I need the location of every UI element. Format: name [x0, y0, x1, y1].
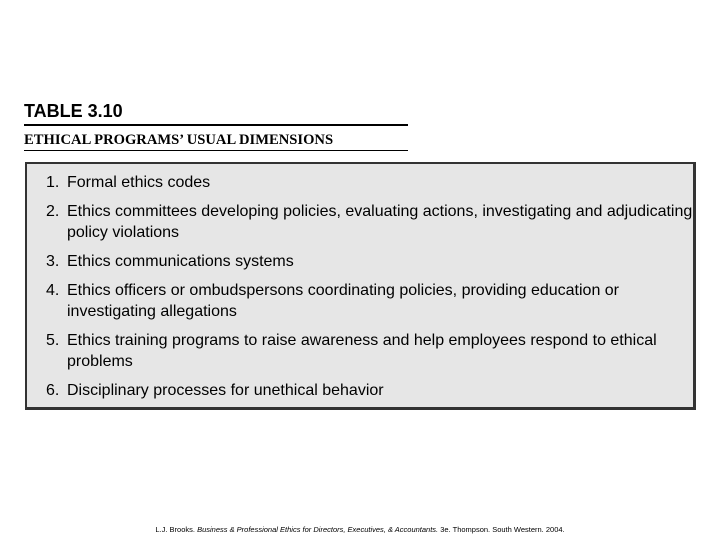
- list-item-text: Formal ethics codes: [67, 174, 211, 191]
- list-item-number: 4.: [46, 282, 60, 299]
- list-item-text: Ethics communications systems: [67, 253, 294, 270]
- list-item: [27, 251, 693, 272]
- list-item-number: 3.: [46, 253, 60, 270]
- list-item-number: 2.: [46, 203, 60, 220]
- citation-publisher: 3e. Thompson. South Western. 2004.: [440, 525, 565, 534]
- list-item-number: 1.: [46, 174, 60, 191]
- list-item-number: 6.: [46, 382, 60, 399]
- title-top-rule: [24, 124, 408, 126]
- dimensions-list: [25, 162, 696, 410]
- list-item: [27, 380, 693, 401]
- list-item: [27, 330, 693, 372]
- title-bottom-rule: [24, 150, 408, 151]
- citation-author: L.J. Brooks.: [155, 525, 195, 534]
- citation-book-title: Business & Professional Ethics for Directors, Executives, & Accountants.: [197, 525, 439, 534]
- list-item-text: Disciplinary processes for unethical behavior: [67, 382, 384, 399]
- table-label: TABLE 3.10: [24, 101, 123, 121]
- list-item-number: 5.: [46, 332, 60, 349]
- list-item: [27, 201, 693, 243]
- list-item-text: Ethics officers or ombudspersons coordinating policies, providing education or investigating allegations: [67, 282, 620, 320]
- table-title: ETHICAL PROGRAMS’ USUAL DIMENSIONS: [24, 132, 334, 148]
- list-item: [27, 280, 693, 322]
- list-item-text: Ethics committees developing policies, evaluating actions, investigating and adjudicating policy violations: [67, 203, 693, 241]
- source-citation: [0, 525, 720, 535]
- list-item: [27, 172, 693, 193]
- list-item-text: Ethics training programs to raise awareness and help employees respond to ethical problems: [67, 332, 657, 370]
